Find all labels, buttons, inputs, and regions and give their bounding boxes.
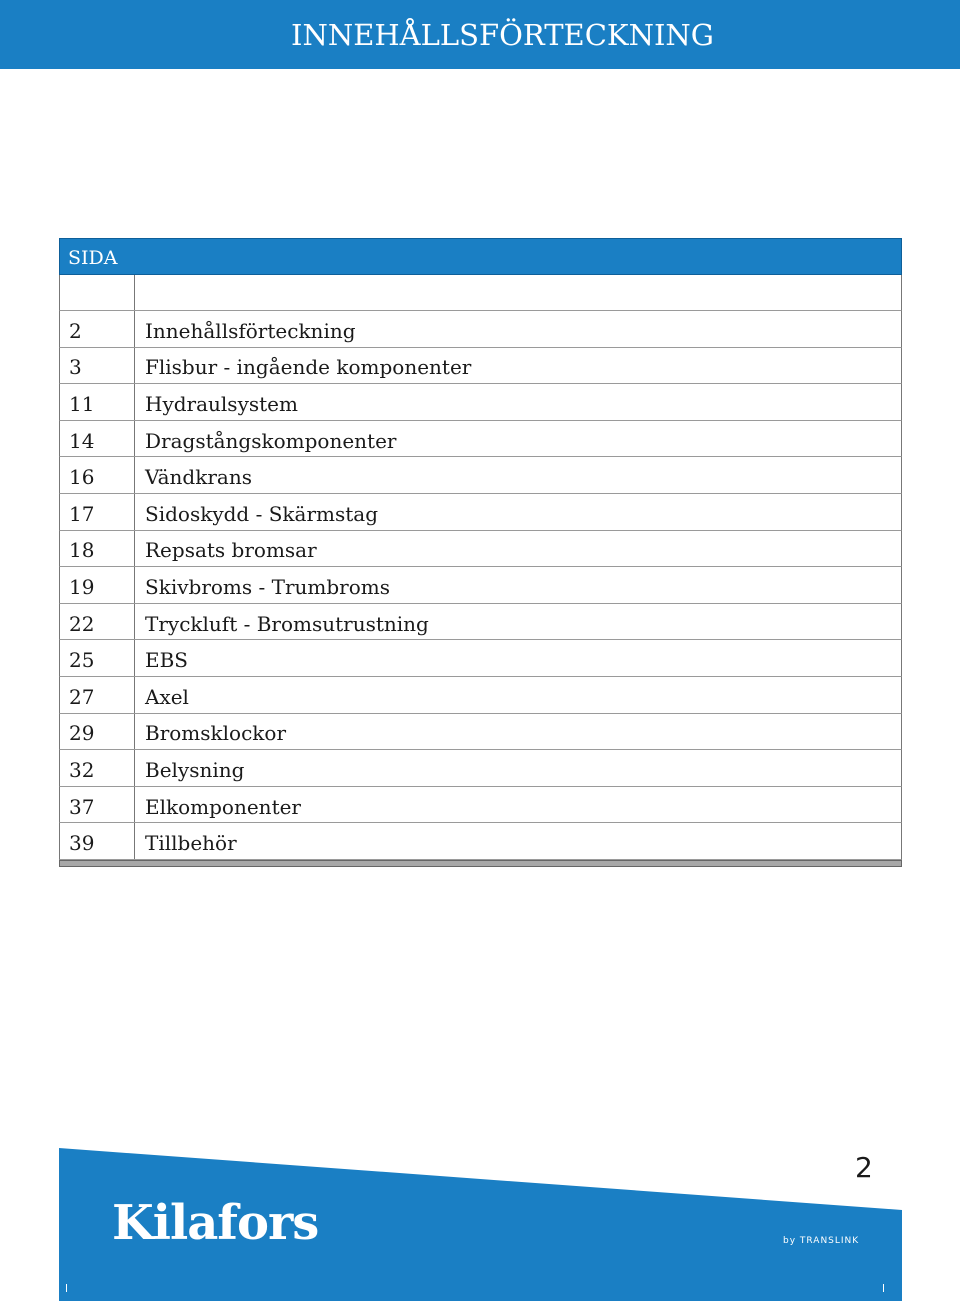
toc-row: [59, 531, 902, 568]
toc-column-header: SIDA: [68, 247, 118, 269]
toc-section-title: Tryckluft - Bromsutrustning: [145, 611, 429, 636]
toc-page-number: 37: [60, 787, 135, 823]
toc-page-number: 18: [60, 531, 135, 567]
toc-section-title: Skivbroms - Trumbroms: [145, 574, 390, 599]
toc-page-number: 14: [60, 421, 135, 457]
toc-page-number: 11: [60, 384, 135, 420]
toc-section-title: Hydraulsystem: [145, 391, 298, 416]
toc-page-number: 29: [60, 714, 135, 750]
translink-byline: by TRANSLINK: [783, 1236, 860, 1246]
page-title: INNEHÅLLSFÖRTECKNING: [291, 18, 714, 52]
toc-section-title: Axel: [145, 684, 189, 709]
toc-header: [59, 238, 902, 275]
toc-row: [59, 823, 902, 860]
toc-section-title: Bromsklockor: [145, 721, 287, 746]
page-number: 2: [855, 1151, 873, 1184]
toc-rows: [59, 275, 902, 860]
toc-row: [59, 275, 902, 311]
toc-section-title: Belysning: [145, 757, 245, 782]
toc-row: [59, 640, 902, 677]
toc-page-number: 19: [60, 567, 135, 603]
toc-section-title: Elkomponenter: [145, 794, 301, 819]
toc-section-title: Innehållsförteckning: [145, 318, 356, 343]
toc-row: [59, 677, 902, 714]
toc-page-number: 3: [60, 348, 135, 384]
toc-row: [59, 604, 902, 641]
toc-row: [59, 787, 902, 824]
toc-section-title: Vändkrans: [145, 465, 252, 490]
toc-page-number: 39: [60, 823, 135, 859]
toc-section-title: [135, 275, 901, 310]
toc-row: [59, 348, 902, 385]
toc-section-title: EBS: [145, 648, 188, 673]
toc-section-title: Sidoskydd - Skärmstag: [145, 501, 378, 526]
crop-mark-left: [66, 1284, 67, 1292]
toc-section-title: Dragstångskomponenter: [145, 428, 397, 453]
toc-page-number: 32: [60, 750, 135, 786]
toc-row: [59, 494, 902, 531]
toc-row: [59, 567, 902, 604]
toc-row: [59, 421, 902, 458]
crop-mark-right: [883, 1284, 884, 1292]
toc-page-number: 17: [60, 494, 135, 530]
toc-section-title: Tillbehör: [145, 831, 237, 856]
toc-section-title: Repsats bromsar: [145, 538, 317, 563]
toc-page-number: 25: [60, 640, 135, 676]
toc-page-number: 16: [60, 457, 135, 493]
toc-row: [59, 311, 902, 348]
toc-bottom-bar: [59, 860, 902, 867]
toc-page-number: [60, 275, 135, 310]
toc-table: [59, 238, 902, 867]
toc-section-title: Flisbur - ingående komponenter: [145, 355, 472, 380]
kilafors-logo: Kilafors: [112, 1195, 319, 1251]
toc-row: [59, 750, 902, 787]
toc-row: [59, 457, 902, 494]
toc-row: [59, 714, 902, 751]
toc-page-number: 2: [60, 311, 135, 347]
toc-row: [59, 384, 902, 421]
toc-page-number: 27: [60, 677, 135, 713]
toc-page-number: 22: [60, 604, 135, 640]
